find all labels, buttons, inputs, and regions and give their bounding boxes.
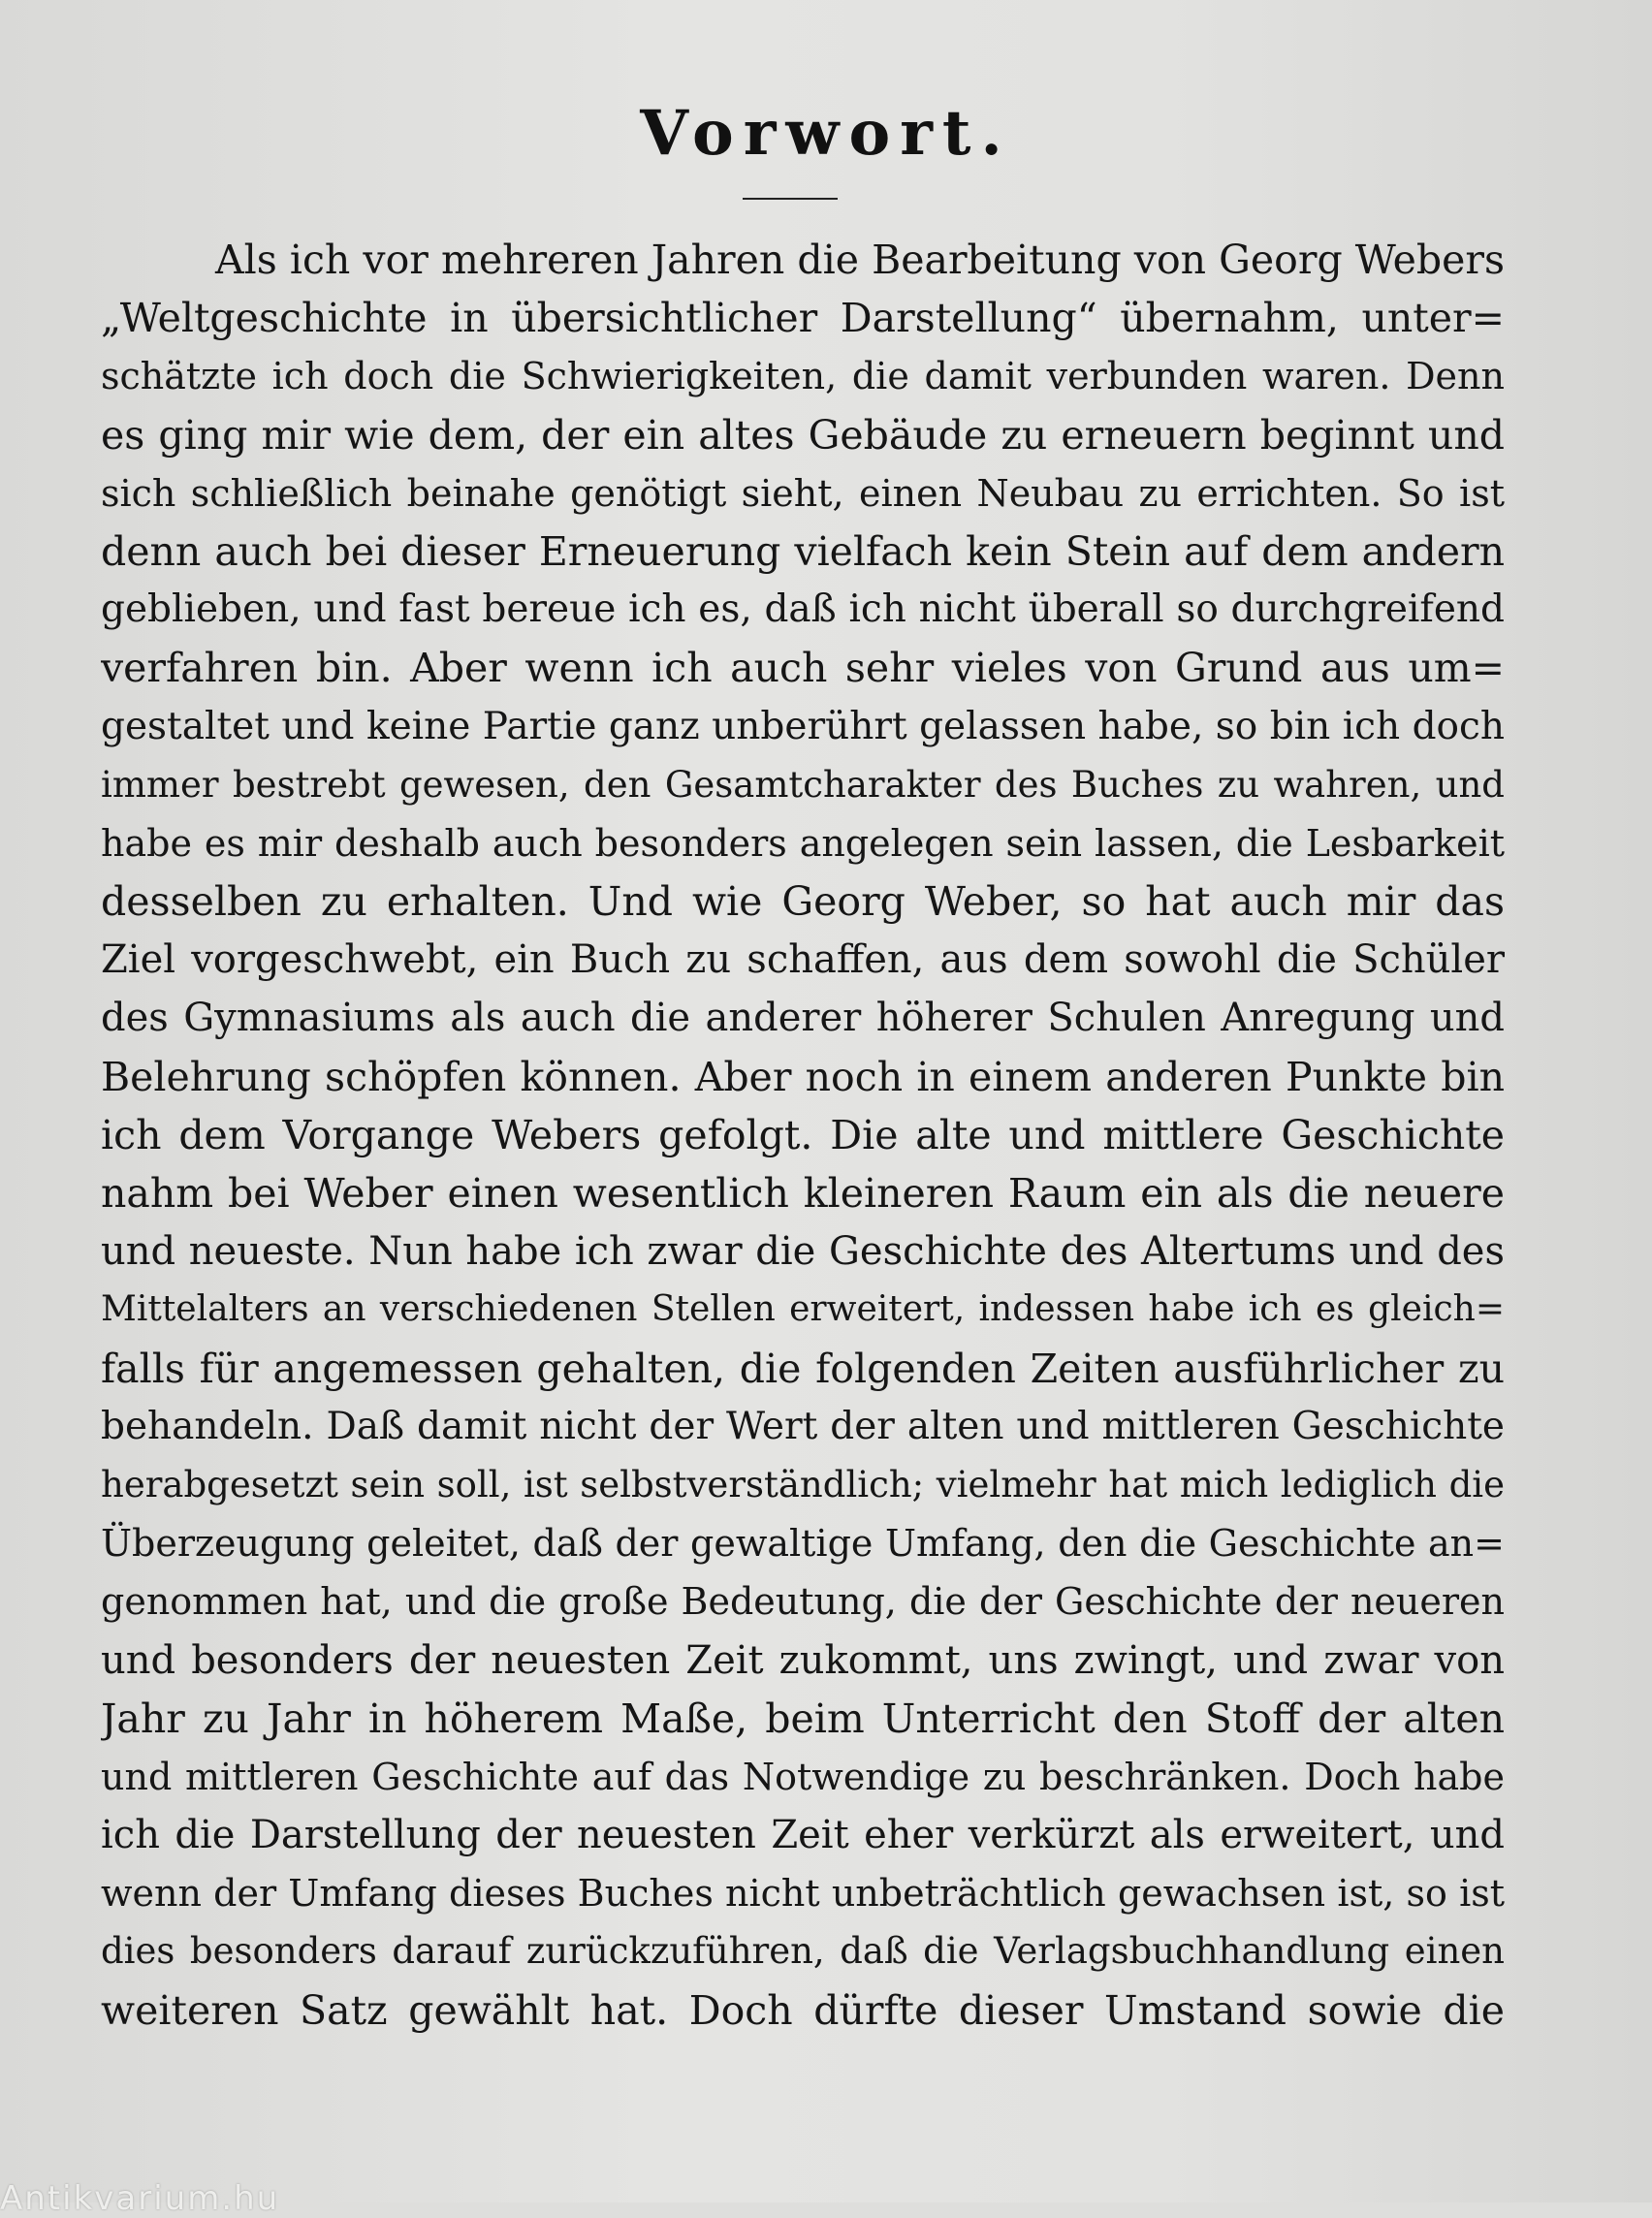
text-line: ich die Darstellung der neuesten Zeit eher verkürzt als erweitert, und xyxy=(101,1813,1505,1858)
text-line: Ziel vorgeschwebt, ein Buch zu schaffen, aus dem sowohl die Schüler xyxy=(101,937,1505,983)
text-line: „Weltgeschichte in übersichtlicher Darstellung“ übernahm, unter= xyxy=(101,295,1505,342)
text-line: schätzte ich doch die Schwierigkeiten, die damit verbunden waren. Denn xyxy=(101,355,1505,398)
text-line: und neueste. Nun habe ich zwar die Geschichte des Altertums und des xyxy=(101,1229,1505,1275)
text-line: gestaltet und keine Partie ganz unberührt gelassen habe, so bin ich doch xyxy=(101,704,1505,748)
text-line: habe es mir deshalb auch besonders angelegen sein lassen, die Lesbarkeit xyxy=(101,821,1505,865)
text-line: verfahren bin. Aber wenn ich auch sehr vieles von Grund aus um= xyxy=(101,645,1505,692)
text-line: Jahr zu Jahr in höherem Maße, beim Unterricht den Stoff der alten xyxy=(101,1695,1505,1742)
text-line: geblieben, und fast bereue ich es, daß ich nicht überall so durchgreifend xyxy=(101,587,1505,632)
text-line: behandeln. Daß damit nicht der Wert der alten und mittleren Geschichte xyxy=(101,1404,1505,1448)
text-line: Belehrung schöpfen können. Aber noch in einem anderen Punkte bin xyxy=(101,1053,1505,1100)
body-text xyxy=(101,231,1505,2040)
text-line: Mittelalters an verschiedenen Stellen erweitert, indessen habe ich es gleich= xyxy=(101,1289,1505,1330)
text-line: genommen hat, und die große Bedeutung, die der Geschichte der neueren xyxy=(101,1580,1505,1624)
text-line: weiteren Satz gewählt hat. Doch dürfte dieser Umstand sowie die xyxy=(101,1986,1505,2034)
text-line: falls für angemessen gehalten, die folgenden Zeiten ausführlicher zu xyxy=(101,1345,1505,1392)
text-line: denn auch bei dieser Erneuerung vielfach kein Stein auf dem andern xyxy=(101,527,1505,575)
page-title: Vorwort. xyxy=(640,97,1012,170)
text-line: Überzeugung geleitet, daß der gewaltige Umfang, den die Geschichte an= xyxy=(101,1522,1505,1566)
watermark: Antikvarium.hu xyxy=(0,2179,280,2218)
text-line: desselben zu erhalten. Und wie Georg Weber, so hat auch mir das xyxy=(101,878,1505,926)
text-line: wenn der Umfang dieses Buches nicht unbeträchtlich gewachsen ist, so ist xyxy=(101,1872,1505,1916)
text-line: nahm bei Weber einen wesentlich kleineren Raum ein als die neuere xyxy=(101,1170,1505,1217)
text-line: und mittleren Geschichte auf das Notwendige zu beschränken. Doch habe xyxy=(101,1755,1505,1798)
text-line: es ging mir wie dem, der ein altes Gebäude zu erneuern beginnt und xyxy=(101,411,1505,459)
title-divider xyxy=(743,198,838,200)
text-line: und besonders der neuesten Zeit zukommt, uns zwingt, und zwar von xyxy=(101,1637,1505,1683)
text-line: herabgesetzt sein soll, ist selbstverständlich; vielmehr hat mich lediglich die xyxy=(101,1463,1505,1505)
text-line: immer bestrebt gewesen, den Gesamtcharakter des Buches zu wahren, und xyxy=(101,763,1505,806)
text-line: des Gymnasiums als auch die anderer höherer Schulen Anregung und xyxy=(101,996,1505,1041)
text-line: dies besonders darauf zurückzuführen, daß die Verlagsbuchhandlung einen xyxy=(101,1930,1505,1973)
text-line: sich schließlich beinahe genötigt sieht, einen Neubau zu errichten. So ist xyxy=(101,471,1505,515)
text-line: ich dem Vorgange Webers gefolgt. Die alte und mittlere Geschichte xyxy=(101,1111,1505,1158)
text-line: Als ich vor mehreren Jahren die Bearbeitung von Georg Webers xyxy=(215,237,1505,283)
